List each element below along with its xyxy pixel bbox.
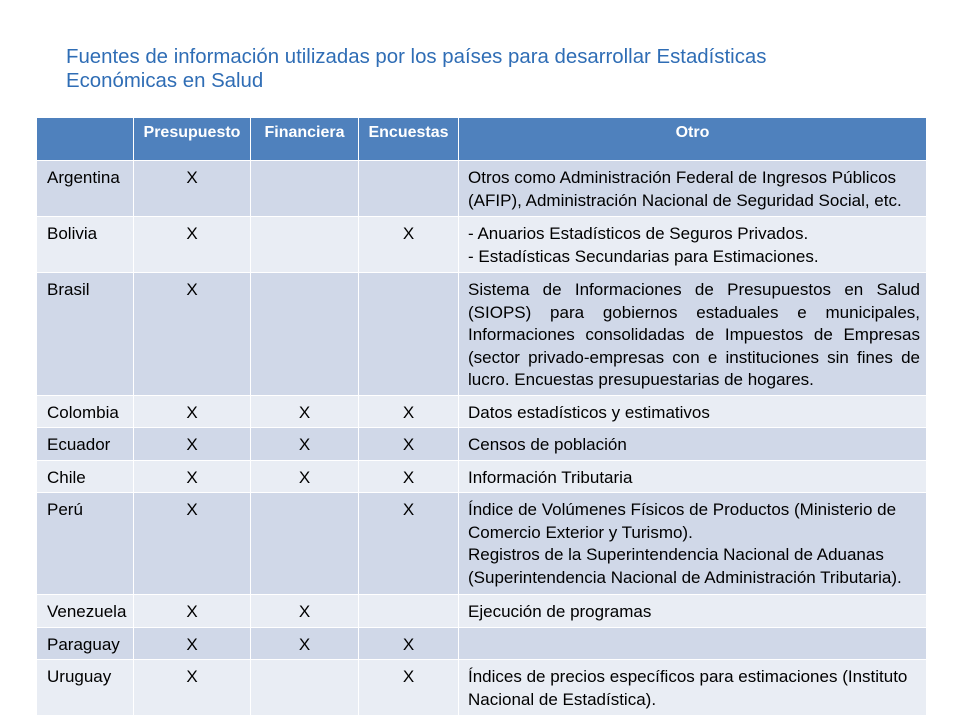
presupuesto-cell: X <box>134 660 251 716</box>
country-cell: Bolivia <box>37 217 134 273</box>
presupuesto-cell: X <box>134 460 251 493</box>
country-cell: Perú <box>37 493 134 595</box>
financiera-cell: X <box>251 460 359 493</box>
encuestas-cell <box>359 161 459 217</box>
otro-paragraph: Información Tributaria <box>468 467 633 487</box>
otro-cell <box>459 660 927 716</box>
table-row-peru <box>37 493 927 595</box>
table-row-ecuador <box>37 428 927 461</box>
header-cell-empty <box>37 118 134 161</box>
encuestas-cell: X <box>359 493 459 595</box>
financiera-cell <box>251 493 359 595</box>
otro-paragraph: Índice de Volúmenes Físicos de Productos (Ministerio de Comercio Exterior y Turismo). <box>468 500 897 542</box>
financiera-cell <box>251 161 359 217</box>
table-row-venezuela <box>37 595 927 628</box>
country-cell: Chile <box>37 460 134 493</box>
encuestas-cell <box>359 595 459 628</box>
otro-paragraph: - Anuarios Estadísticos de Seguros Privados. <box>468 224 809 243</box>
sources-table <box>36 117 927 716</box>
otro-paragraph: Datos estadísticos y estimativos <box>468 402 710 422</box>
otro-cell <box>459 428 927 461</box>
financiera-cell: X <box>251 395 359 428</box>
country-cell: Paraguay <box>37 627 134 660</box>
financiera-cell <box>251 660 359 716</box>
presupuesto-cell: X <box>134 493 251 595</box>
header-cell-presupuesto: Presupuesto <box>134 118 251 161</box>
country-cell: Colombia <box>37 395 134 428</box>
financiera-cell <box>251 217 359 273</box>
otro-cell <box>459 273 927 396</box>
country-cell: Uruguay <box>37 660 134 716</box>
presupuesto-cell: X <box>134 627 251 660</box>
financiera-cell <box>251 273 359 396</box>
otro-paragraph: - Estadísticas Secundarias para Estimaciones. <box>468 246 819 266</box>
table-row-uruguay <box>37 660 927 716</box>
presupuesto-cell: X <box>134 217 251 273</box>
otro-paragraph: Registros de la Superintendencia Nacional de Aduanas (Superintendencia Nacional de Administración Tributaria). <box>468 545 902 587</box>
header-cell-encuestas: Encuestas <box>359 118 459 161</box>
financiera-cell: X <box>251 627 359 660</box>
header-row <box>37 118 927 161</box>
otro-cell <box>459 493 927 595</box>
table-header <box>37 118 927 161</box>
slide-title-line: Económicas en Salud <box>66 70 264 92</box>
presupuesto-cell: X <box>134 395 251 428</box>
country-cell: Argentina <box>37 161 134 217</box>
encuestas-cell: X <box>359 428 459 461</box>
encuestas-cell: X <box>359 217 459 273</box>
presupuesto-cell: X <box>134 595 251 628</box>
slide-title-line: Fuentes de información utilizadas por los países para desarrollar Estadísticas <box>66 46 767 68</box>
header-cell-otro: Otro <box>459 118 927 161</box>
financiera-cell: X <box>251 595 359 628</box>
table-row-bolivia <box>37 217 927 273</box>
otro-cell <box>459 627 927 660</box>
otro-cell <box>459 460 927 493</box>
encuestas-cell: X <box>359 460 459 493</box>
presupuesto-cell: X <box>134 161 251 217</box>
table-row-paraguay <box>37 627 927 660</box>
country-cell: Venezuela <box>37 595 134 628</box>
financiera-cell: X <box>251 428 359 461</box>
country-cell: Ecuador <box>37 428 134 461</box>
encuestas-cell: X <box>359 627 459 660</box>
encuestas-cell <box>359 273 459 396</box>
encuestas-cell: X <box>359 660 459 716</box>
otro-paragraph: Sistema de Informaciones de Presupuestos en Salud (SIOPS) para gobiernos estaduales e municipales, Informaciones consolidadas de Impuestos de Empresas (sector privado-empresas con e instituciones sin fines de lucro. Encuestas presupuestarias de hogares. <box>468 280 920 389</box>
header-cell-financiera: Financiera <box>251 118 359 161</box>
country-cell: Brasil <box>37 273 134 396</box>
table-row-chile <box>37 460 927 493</box>
otro-paragraph: Ejecución de programas <box>468 602 652 621</box>
encuestas-cell: X <box>359 395 459 428</box>
otro-cell <box>459 217 927 273</box>
table-row-colombia <box>37 395 927 428</box>
otro-paragraph: Otros como Administración Federal de Ingresos Públicos (AFIP), Administración Nacional de Seguridad Social, etc. <box>468 168 902 210</box>
otro-paragraph: Índices de precios específicos para estimaciones (Instituto Nacional de Estadística). <box>468 667 908 709</box>
table-row-brasil <box>37 273 927 396</box>
otro-cell <box>459 161 927 217</box>
table-body <box>37 161 927 716</box>
slide-title <box>66 45 766 93</box>
presupuesto-cell: X <box>134 428 251 461</box>
otro-cell <box>459 595 927 628</box>
presupuesto-cell: X <box>134 273 251 396</box>
table-row-argentina <box>37 161 927 217</box>
otro-paragraph: Censos de población <box>468 435 627 454</box>
otro-cell <box>459 395 927 428</box>
